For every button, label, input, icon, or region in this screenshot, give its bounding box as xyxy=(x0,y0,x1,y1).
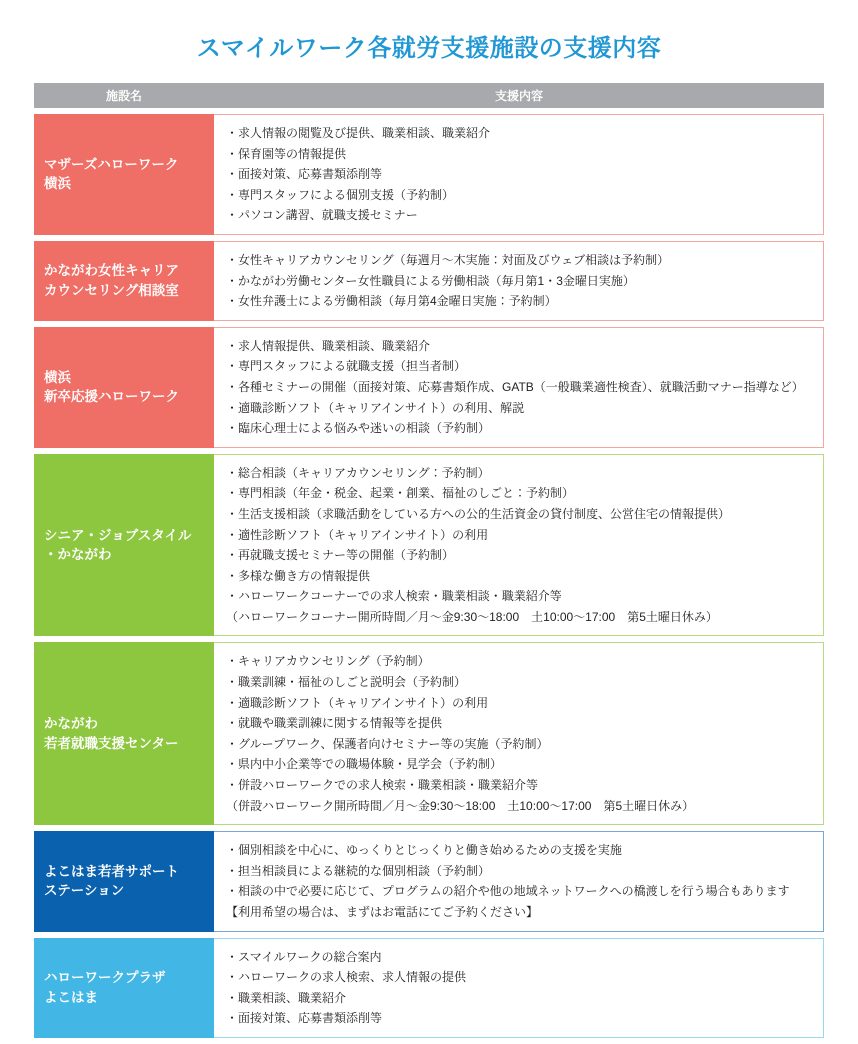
support-item: ・生活支援相談（求職活動をしている方への公的生活資金の貸付制度、公営住宅の情報提供） xyxy=(226,506,731,521)
support-item: ・適職診断ソフト（キャリアインサイト）の利用 xyxy=(226,695,489,710)
support-content-cell xyxy=(214,327,824,448)
support-item: ・総合相談（キャリアカウンセリング：予約制） xyxy=(226,465,490,480)
support-item: ・多様な働き方の情報提供 xyxy=(226,568,371,583)
support-item: ・かながわ労働センター女性職員による労働相談（毎月第1・3金曜日実施） xyxy=(226,273,635,288)
column-header-content: 支援内容 xyxy=(214,83,824,108)
support-content-cell xyxy=(214,454,824,637)
support-item-list xyxy=(226,947,813,1029)
facility-name-line: 若者就職支援センター xyxy=(44,735,179,751)
support-item: ・職業訓練・福祉のしごと説明会（予約制） xyxy=(226,675,467,690)
support-item: （ハローワークコーナー開所時間／月～金9:30～18:00 土10:00～17:00 第5土曜日休み） xyxy=(226,609,718,624)
support-content-cell xyxy=(214,831,824,931)
support-item: 【利用希望の場合は、まずはお電話にてご予約ください】 xyxy=(226,905,539,919)
support-item: ・面接対策、応募書類添削等 xyxy=(226,167,383,182)
support-item: ・面接対策、応募書類添削等 xyxy=(226,1011,383,1026)
support-item: ・相談の中で必要に応じて、プログラムの紹介や他の地域ネットワークへの橋渡しを行う場合もあります xyxy=(226,884,790,899)
table-row xyxy=(34,454,824,637)
facility-name-line: よこはま xyxy=(44,989,98,1005)
support-item: ・臨床心理士による悩みや迷いの相談（予約制） xyxy=(226,421,491,436)
facility-name-line: 横浜 xyxy=(44,176,71,192)
table-header-row xyxy=(34,83,824,108)
support-item: ・保育園等の情報提供 xyxy=(226,146,347,161)
facility-name-line: ハローワークプラザ xyxy=(44,970,166,986)
facility-name-line: かながわ xyxy=(44,716,98,732)
facility-name-line: カウンセリング相談室 xyxy=(44,282,179,298)
facility-name-cell xyxy=(34,114,214,235)
support-content-table xyxy=(34,77,824,1044)
facility-name-cell xyxy=(34,938,214,1038)
support-content-cell xyxy=(214,642,824,825)
facility-name-line: よこはま若者サポート xyxy=(44,863,179,879)
support-item-list xyxy=(226,123,813,226)
support-content-cell xyxy=(214,241,824,321)
support-content-cell xyxy=(214,938,824,1038)
table-row xyxy=(34,831,824,931)
support-item: ・専門スタッフによる個別支援（予約制） xyxy=(226,187,455,202)
support-item: ・適職診断ソフト（キャリアインサイト）の利用、解説 xyxy=(226,400,525,415)
page-title: スマイルワーク各就労支援施設の支援内容 xyxy=(196,35,662,62)
table-row xyxy=(34,241,824,321)
support-item: ・専門相談（年金・税金、起業・創業、福祉のしごと：予約制） xyxy=(226,486,575,501)
support-item: ・ハローワークの求人検索、求人情報の提供 xyxy=(226,970,467,985)
support-item-list xyxy=(226,336,813,439)
support-item-list xyxy=(226,250,813,312)
support-item: ・個別相談を中心に、ゆっくりとじっくりと働き始めるための支援を実施 xyxy=(226,843,622,858)
support-item: ・グループワーク、保護者向けセミナー等の実施（予約制） xyxy=(226,736,549,751)
facility-name-line: ・かながわ xyxy=(44,547,112,563)
support-item: ・スマイルワークの総合案内 xyxy=(226,949,382,964)
facility-name-cell xyxy=(34,327,214,448)
support-item: （併設ハローワーク開所時間／月～金9:30～18:00 土10:00～17:00 第5土曜日休み） xyxy=(226,798,695,813)
support-item: ・求人情報提供、職業相談、職業紹介 xyxy=(226,338,431,353)
support-item: ・パソコン講習、就職支援セミナー xyxy=(226,208,418,223)
support-item: ・再就職支援セミナー等の開催（予約制） xyxy=(226,548,455,563)
table-row xyxy=(34,642,824,825)
support-item-list xyxy=(226,840,813,922)
table-row xyxy=(34,327,824,448)
support-item: ・女性キャリアカウンセリング（毎週月～木実施：対面及びウェブ相談は予約制） xyxy=(226,252,670,267)
facility-name-line: シニア・ジョブスタイル xyxy=(44,527,192,543)
column-header-facility: 施設名 xyxy=(34,83,214,108)
table-row xyxy=(34,938,824,1038)
facility-name-cell xyxy=(34,241,214,321)
support-item-list xyxy=(226,651,813,816)
support-item-list xyxy=(226,463,813,628)
support-item: ・ハローワークコーナーでの求人検索・職業相談・職業紹介等 xyxy=(226,589,562,604)
support-item: ・県内中小企業等での職場体験・見学会（予約制） xyxy=(226,757,503,772)
facility-name-cell xyxy=(34,831,214,931)
facility-name-cell xyxy=(34,642,214,825)
facility-name-line: マザーズハローワーク xyxy=(44,156,179,172)
support-item: ・併設ハローワークでの求人検索・職業相談・職業紹介等 xyxy=(226,778,539,793)
table-row xyxy=(34,114,824,235)
support-content-cell xyxy=(214,114,824,235)
support-item: ・専門スタッフによる就職支援（担当者制） xyxy=(226,359,467,374)
facility-name-line: 横浜 xyxy=(44,369,71,385)
support-item: ・担当相談員による継続的な個別相談（予約制） xyxy=(226,863,491,878)
support-item: ・職業相談、職業紹介 xyxy=(226,990,347,1005)
support-item: ・求人情報の閲覧及び提供、職業相談、職業紹介 xyxy=(226,126,491,140)
facility-name-line: かながわ女性キャリア xyxy=(44,263,179,279)
facility-name-line: 新卒応援ハローワーク xyxy=(44,389,179,405)
support-item: ・女性弁護士による労働相談（毎月第4金曜日実施：予約制） xyxy=(226,294,557,309)
support-item: ・就職や職業訓練に関する情報等を提供 xyxy=(226,716,443,731)
support-item: ・キャリアカウンセリング（予約制） xyxy=(226,654,430,669)
facility-name-cell xyxy=(34,454,214,637)
support-item: ・各種セミナーの開催（面接対策、応募書類作成、GATB（一般職業適性検査）、就職活動マナー指導など） xyxy=(226,379,804,394)
support-item: ・適性診断ソフト（キャリアインサイト）の利用 xyxy=(226,527,489,542)
facility-name-line: ステーション xyxy=(44,883,125,899)
